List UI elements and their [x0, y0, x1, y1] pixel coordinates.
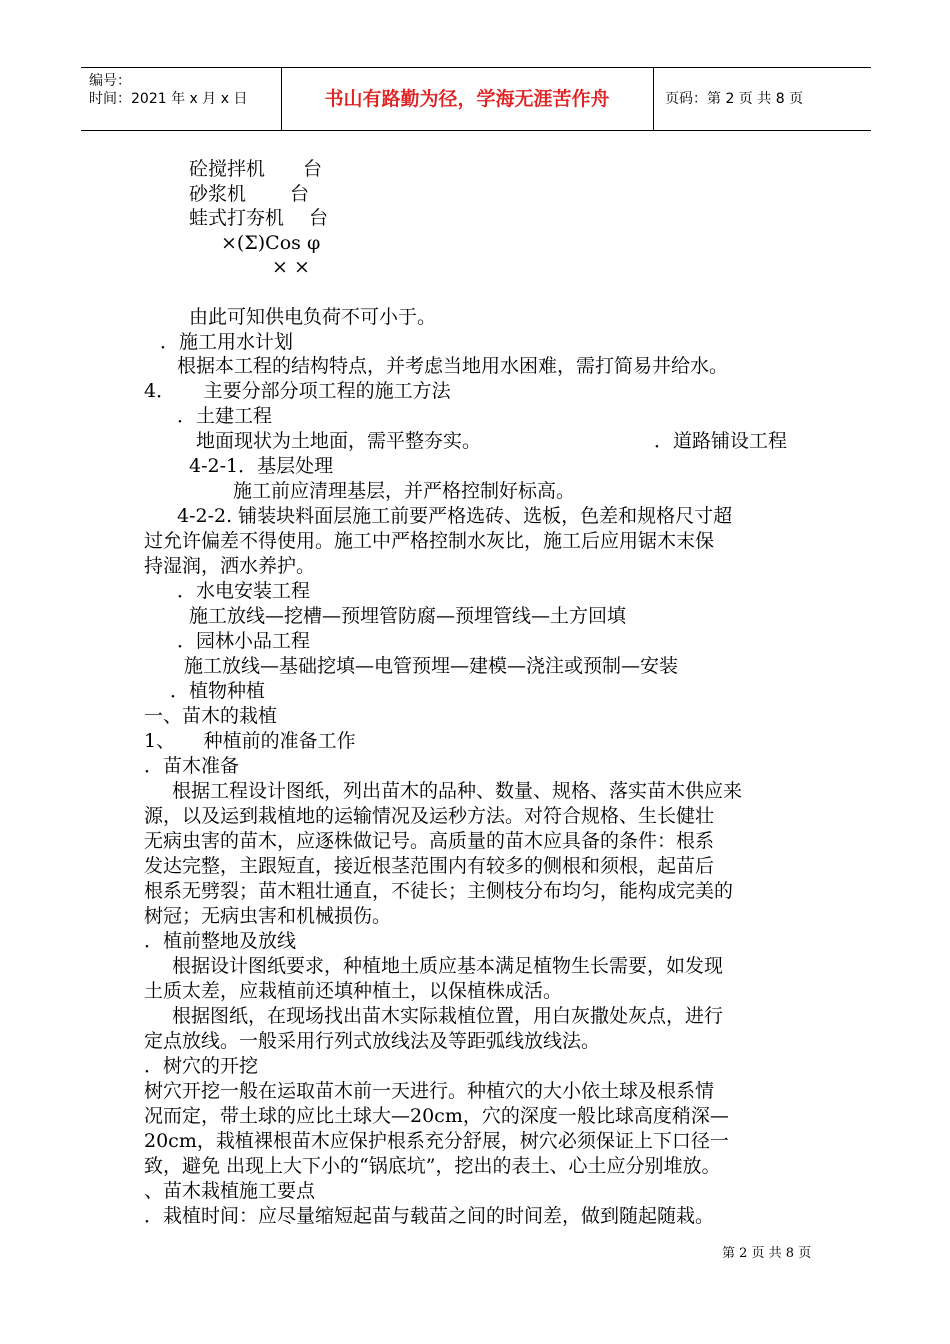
text-line: 4-2-2. 铺装块料面层施工前要严格选砖、选板，色差和规格尺寸超	[177, 505, 733, 527]
formula-line: × ×	[272, 256, 310, 278]
text-line: 地面现状为土地面，需平整夯实。	[196, 430, 482, 452]
header-motto-cell	[281, 68, 654, 130]
text-line: 砂浆机 台	[189, 183, 310, 205]
section-heading: ．施工用水计划	[160, 331, 294, 353]
serial-number-label: 编号：	[89, 73, 131, 89]
section-heading: ．道路铺设工程	[654, 430, 788, 452]
text-line: 施工放线—基础挖填—电管预埋—建模—浇注或预制—安装	[184, 655, 679, 677]
formula-line: ×(Σ)Cos φ	[221, 232, 321, 254]
text-line: 发达完整，主跟短直，接近根茎范围内有较多的侧根和须根，起苗后	[144, 855, 715, 877]
text-line: 定点放线。一般采用行列式放线法及等距弧线放线法。	[144, 1030, 601, 1052]
text-line: 根据图纸，在现场找出苗木实际栽植位置，用白灰撒处灰点，进行	[172, 1005, 724, 1027]
section-heading: ．植物种植	[170, 680, 266, 702]
page-footer: 第 2 页 共 8 页	[722, 1246, 812, 1261]
text-line: 根据本工程的结构特点，并考虑当地用水困难，需打简易井给水。	[177, 355, 729, 377]
text-line: 施工放线—挖槽—预埋管防腐—预埋管线—土方回填	[189, 605, 627, 627]
section-heading: 1、 种植前的准备工作	[144, 730, 356, 752]
text-line: 土质太差，应栽植前还填种植土，以保植株成活。	[144, 980, 563, 1002]
section-heading: ．植前整地及放线	[144, 930, 297, 952]
section-heading: 一、苗木的栽植	[144, 705, 278, 727]
section-heading: ．苗木准备	[144, 755, 240, 777]
section-heading: 4-2-1．基层处理	[189, 455, 334, 477]
section-heading: ．园林小品工程	[177, 630, 311, 652]
page-header	[81, 67, 871, 131]
section-heading: ．水电安装工程	[177, 580, 311, 602]
text-line: 砼搅拌机 台	[189, 158, 323, 180]
section-heading: 4． 主要分部分项工程的施工方法	[144, 380, 451, 402]
text-line: 致，避免 出现上大下小的“锅底坑”，挖出的表土、心土应分别堆放。	[144, 1155, 721, 1177]
text-line: 根据设计图纸要求，种植地土质应基本满足植物生长需要，如发现	[172, 955, 724, 977]
motto: 书山有路勤为径，学海无涯苦作舟	[324, 88, 610, 110]
header-meta-cell	[81, 68, 282, 130]
text-line: 根据工程设计图纸，列出苗木的品种、数量、规格、落实苗木供应来	[172, 780, 743, 802]
text-line: 持湿润，洒水养护。	[144, 555, 316, 577]
text-line: 过允许偏差不得使用。施工中严格控制水灰比，施工后应用锯木末保	[144, 530, 715, 552]
section-heading: ．树穴的开挖	[144, 1055, 259, 1077]
text-line: 源，以及运到栽植地的运输情况及运秒方法。对符合规格、生长健壮	[144, 805, 715, 827]
section-heading: 、苗木栽植施工要点	[144, 1180, 316, 1202]
text-line: 根系无劈裂；苗木粗壮通直，不徒长；主侧枝分布均匀，能构成完美的	[144, 880, 734, 902]
section-heading: ．土建工程	[177, 405, 273, 427]
text-line: 树穴开挖一般在运取苗木前一天进行。种植穴的大小依土球及根系情	[144, 1080, 715, 1102]
header-page-cell	[653, 68, 871, 130]
text-line: 树冠；无病虫害和机械损伤。	[144, 905, 392, 927]
text-line: 由此可知供电负荷不可小于。	[189, 306, 437, 328]
text-line: 20cm，栽植裸根苗木应保护根系充分舒展，树穴必须保证上下口径一	[144, 1130, 729, 1152]
text-line: 蛙式打夯机 台	[189, 207, 329, 229]
text-line: 无病虫害的苗木，应逐株做记号。高质量的苗木应具备的条件：根系	[144, 830, 715, 852]
text-line: ．栽植时间：应尽量缩短起苗与载苗之间的时间差，做到随起随栽。	[144, 1205, 715, 1227]
text-line: 况而定，带土球的应比土球大—20cm，穴的深度一般比球高度稍深—	[144, 1105, 729, 1127]
page-number-label: 页码：第 2 页 共 8 页	[665, 91, 804, 107]
time-label: 时间：2021 年 x 月 x 日	[89, 91, 248, 107]
text-line: 施工前应清理基层，并严格控制好标高。	[233, 480, 576, 502]
